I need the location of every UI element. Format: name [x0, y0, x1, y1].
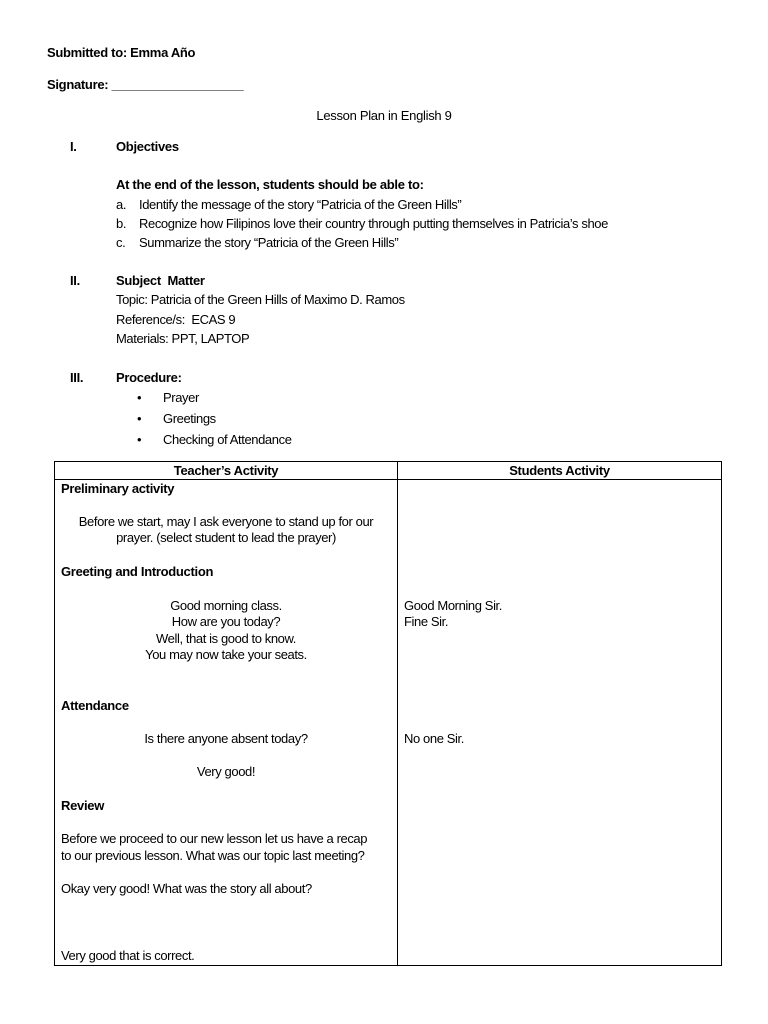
- preliminary-line: prayer. (select student to lead the prayer): [116, 530, 336, 545]
- procedure-bullet: [137, 408, 216, 429]
- greeting-line: Well, that is good to know.: [156, 631, 296, 646]
- subject-topic: Topic: Patricia of the Green Hills of Maximo D. Ramos: [116, 292, 405, 307]
- greeting-line: How are you today?: [171, 614, 281, 629]
- objective-text: Recognize how Filipinos love their country through putting themselves in Patricia’s shoe: [139, 216, 608, 231]
- preliminary-line: Before we start, may I ask everyone to stand up for our: [78, 514, 374, 529]
- procedure-bullet-text: Greetings: [163, 411, 216, 426]
- objective-marker: a.: [116, 197, 127, 212]
- preliminary-heading: Preliminary activity: [61, 481, 175, 496]
- student-response: Good Morning Sir.: [404, 598, 502, 613]
- bullet-icon: •: [137, 390, 142, 405]
- objective-item: [116, 233, 398, 252]
- review-line: Before we proceed to our new lesson let us have a recap: [61, 831, 368, 846]
- student-response: Fine Sir.: [404, 614, 449, 629]
- review-line: Very good that is correct.: [61, 948, 195, 963]
- objective-marker: c.: [116, 235, 126, 250]
- subject-materials: Materials: PPT, LAPTOP: [116, 331, 250, 346]
- page-title: Lesson Plan in English 9: [316, 108, 452, 123]
- subject-reference: Reference/s: ECAS 9: [116, 312, 236, 327]
- section-numeral-objectives: I.: [70, 139, 77, 154]
- procedure-bullet: [137, 387, 199, 408]
- objective-marker: b.: [116, 216, 127, 231]
- objective-item: [116, 214, 608, 233]
- greeting-line: You may now take your seats.: [145, 647, 307, 662]
- activity-table: [54, 461, 722, 966]
- attendance-line: Is there anyone absent today?: [144, 731, 308, 746]
- teacher-activity-header: Teacher’s Activity: [55, 462, 398, 480]
- section-heading-objectives: Objectives: [116, 139, 179, 154]
- review-heading: Review: [61, 798, 105, 813]
- bullet-icon: •: [137, 432, 142, 447]
- review-line: Okay very good! What was the story all about?: [61, 881, 312, 896]
- submitted-to: Submitted to: Emma Año: [47, 45, 196, 60]
- section-numeral-subject-matter: II.: [70, 273, 80, 288]
- bullet-icon: •: [137, 411, 142, 426]
- section-heading-subject-matter: Subject Matter: [116, 273, 205, 288]
- procedure-bullet: [137, 429, 292, 450]
- student-response: No one Sir.: [404, 731, 464, 746]
- students-activity-header: Students Activity: [398, 462, 722, 480]
- procedure-bullet-text: Checking of Attendance: [163, 432, 292, 447]
- objective-text: Summarize the story “Patricia of the Green Hills”: [139, 235, 399, 250]
- review-line: to our previous lesson. What was our topic last meeting?: [61, 848, 365, 863]
- objectives-intro: At the end of the lesson, students should be able to:: [116, 177, 424, 192]
- objective-item: [116, 195, 461, 214]
- section-numeral-procedure: III.: [70, 370, 84, 385]
- greeting-line: Good morning class.: [170, 598, 282, 613]
- procedure-bullet-text: Prayer: [163, 390, 199, 405]
- attendance-heading: Attendance: [61, 698, 129, 713]
- greeting-heading: Greeting and Introduction: [61, 564, 214, 579]
- section-heading-procedure: Procedure:: [116, 370, 182, 385]
- objective-text: Identify the message of the story “Patricia of the Green Hills”: [139, 197, 462, 212]
- signature-line: Signature: ___________________: [47, 77, 244, 92]
- teacher-activity-cell: [55, 480, 398, 966]
- attendance-line: Very good!: [196, 764, 256, 779]
- students-activity-cell: [398, 480, 722, 966]
